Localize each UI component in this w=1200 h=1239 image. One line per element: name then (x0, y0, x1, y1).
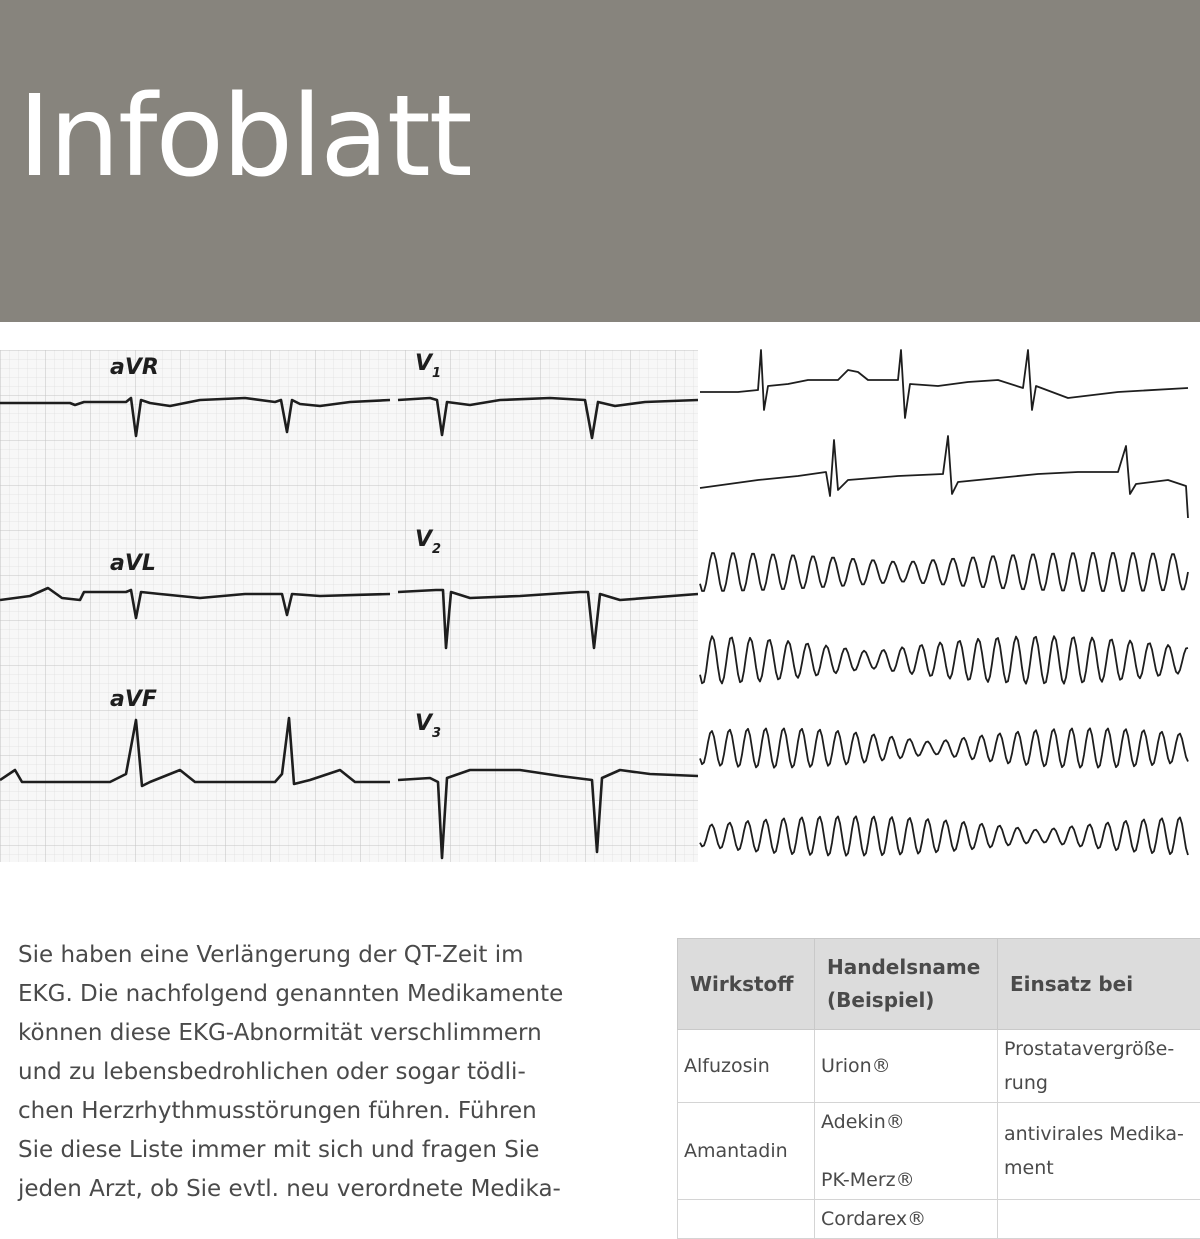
rhythm-strip-5 (700, 728, 1188, 767)
lead-subscript-v3: 3 (432, 726, 441, 741)
intro-line: jeden Arzt, ob Sie evtl. neu verordnete Medika- (18, 1170, 608, 1209)
header-handelsname: Handelsname (Beispiel) (815, 939, 998, 1030)
cell-wirkstoff: Alfuzosin (678, 1030, 815, 1103)
lead-label-avf: aVF (110, 687, 157, 712)
cell-handelsname: Cordarex® (815, 1200, 998, 1239)
trade-name: Adekin® (821, 1105, 991, 1139)
rhythm-strip-2 (700, 436, 1188, 518)
intro-line: Sie diese Liste immer mit sich und fragen Sie (18, 1131, 608, 1170)
lead-label-v2: V (415, 527, 434, 552)
cell-handelsname (815, 1103, 998, 1200)
rhythm-strip-4 (700, 636, 1188, 684)
rhythm-strip-6 (700, 816, 1188, 855)
ecg-rhythm-strips-image (698, 340, 1200, 870)
cell-einsatz: Prostatavergröße-rung (998, 1030, 1200, 1103)
table-header-row (678, 939, 1200, 1030)
cell-handelsname: Urion® (815, 1030, 998, 1103)
header-wirkstoff: Wirkstoff (678, 939, 815, 1030)
intro-paragraph (18, 936, 608, 1209)
table-row (678, 1103, 1200, 1200)
rhythm-strip-1 (700, 350, 1188, 418)
cell-einsatz (998, 1200, 1200, 1239)
cell-einsatz: antivirales Medika-ment (998, 1103, 1200, 1200)
trade-name: PK-Merz® (821, 1163, 991, 1197)
cell-wirkstoff (678, 1200, 815, 1239)
rhythm-strip-3 (700, 553, 1188, 591)
lead-subscript-v2: 2 (432, 542, 441, 557)
intro-line: chen Herzrhythmusstörungen führen. Führen (18, 1092, 608, 1131)
table-row (678, 1030, 1200, 1103)
lead-label-v3: V (415, 711, 434, 736)
intro-line: können diese EKG-Abnormität verschlimmern (18, 1014, 608, 1053)
lead-label-avl: aVL (110, 551, 156, 576)
ecg-12-lead-image (0, 350, 698, 862)
lead-subscript-v1: 1 (432, 366, 441, 381)
header-einsatz: Einsatz bei (998, 939, 1200, 1030)
table-row (678, 1200, 1200, 1239)
lead-label-avr: aVR (110, 355, 159, 380)
lead-label-v1: V (415, 351, 434, 376)
page-title: Infoblatt (18, 72, 471, 202)
cell-wirkstoff: Amantadin (678, 1103, 815, 1200)
header-banner (0, 0, 1200, 322)
intro-line: Sie haben eine Verlängerung der QT-Zeit im (18, 936, 608, 975)
intro-line: EKG. Die nachfolgend genannten Medikamente (18, 975, 608, 1014)
medication-table (677, 938, 1200, 1239)
intro-line: und zu lebensbedrohlichen oder sogar tödli- (18, 1053, 608, 1092)
